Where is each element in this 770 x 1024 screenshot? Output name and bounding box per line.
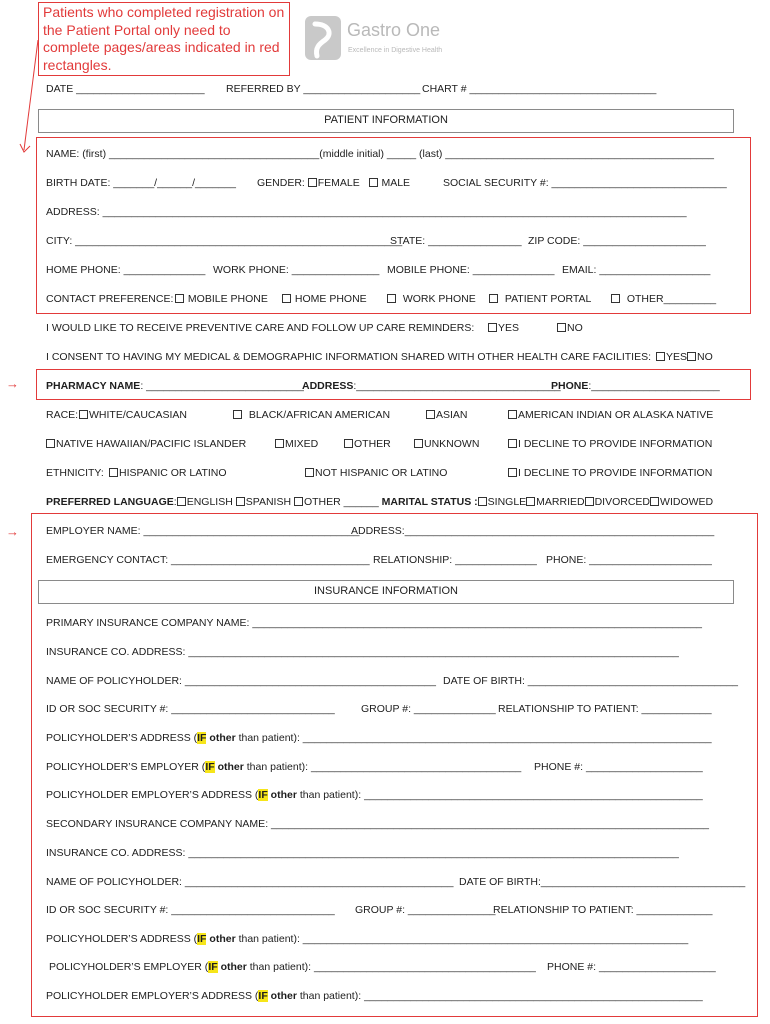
patient-info-header: [38, 109, 734, 133]
race-asian-checkbox[interactable]: [426, 410, 435, 419]
ethnicity-hispanic-checkbox[interactable]: [109, 468, 118, 477]
referred-by-field[interactable]: REFERRED BY ____________________: [226, 83, 421, 95]
mobile-phone-field[interactable]: MOBILE PHONE: ______________: [387, 264, 555, 276]
race-mixed-label: MIXED: [285, 438, 319, 450]
work-phone-field[interactable]: WORK PHONE: _______________: [213, 264, 380, 276]
marital-widowed-label: WIDOWED: [660, 496, 714, 508]
secondary-relationship-label: RELATIONSHIP TO PATIENT: [493, 904, 631, 916]
primary-address-field[interactable]: [46, 646, 679, 659]
primary-dob-blank[interactable]: : ____________________________________: [521, 675, 739, 687]
emergency-contact-field[interactable]: [46, 554, 370, 567]
race-decline-checkbox[interactable]: [508, 439, 517, 448]
male-label: MALE: [381, 177, 411, 189]
primary-address-blank[interactable]: : ____________________________________________________________________________________: [182, 646, 679, 658]
female-checkbox[interactable]: [308, 178, 317, 187]
primary-ph-phone-label: PHONE #: [534, 761, 581, 773]
pharmacy-phone-blank[interactable]: :______________________: [588, 380, 720, 392]
primary-company-label: PRIMARY INSURANCE COMPANY NAME: [46, 617, 247, 629]
secondary-company-field[interactable]: [46, 818, 709, 831]
consent-options[interactable]: [656, 351, 713, 364]
secondary-ph-address-blank[interactable]: ): __________________________________________________________________: [293, 933, 689, 945]
primary-id-blank[interactable]: : ____________________________: [165, 703, 335, 715]
primary-group-field[interactable]: [361, 703, 496, 716]
primary-id-label: ID OR SOC SECURITY #: [46, 703, 166, 715]
marital-single-label: SINGLE: [487, 496, 527, 508]
logo-tagline: Excellence in Digestive Health: [348, 47, 443, 54]
secondary-id-field[interactable]: [46, 904, 335, 917]
secondary-ph-employer-than: than patient: [249, 961, 305, 973]
marital-label: MARITAL STATUS :: [381, 496, 478, 508]
primary-dob-field[interactable]: [443, 675, 738, 688]
primary-ph-address-blank[interactable]: ): ______________________________________________________________________: [293, 732, 712, 744]
marital-married-label: MARRIED: [536, 496, 585, 508]
contact-mobile-label: MOBILE PHONE: [187, 293, 268, 305]
race-decline[interactable]: [508, 438, 712, 451]
secondary-relationship-field[interactable]: [493, 904, 712, 917]
secondary-ph-employer-label: POLICYHOLDER’S EMPLOYER: [49, 961, 202, 973]
zip-field[interactable]: ZIP CODE: _____________________: [528, 235, 706, 247]
secondary-phe-address-other: other: [270, 990, 297, 1002]
race-asian-label: ASIAN: [436, 409, 468, 421]
pharmacy-phone-label: PHONE: [551, 380, 589, 392]
race-mixed-checkbox[interactable]: [275, 439, 284, 448]
pharmacy-phone-field[interactable]: [551, 380, 720, 393]
secondary-company-label: SECONDARY INSURANCE COMPANY NAME: [46, 818, 266, 830]
birth-date-field[interactable]: _______/______/_______: [113, 177, 236, 189]
primary-ph-address-if: IF: [197, 732, 207, 744]
birth-date-label: BIRTH DATE:: [46, 177, 111, 189]
race-white[interactable]: [79, 409, 187, 422]
secondary-group-blank[interactable]: : _______________: [402, 904, 496, 916]
language-spanish-label: SPANISH: [245, 496, 292, 508]
secondary-phe-address-than: than patient: [299, 990, 355, 1002]
secondary-address-field[interactable]: [46, 847, 679, 860]
secondary-id-label: ID OR SOC SECURITY #: [46, 904, 166, 916]
contact-other-option[interactable]: [611, 293, 716, 306]
primary-phe-address-blank[interactable]: ): __________________________________________________________: [354, 789, 703, 801]
secondary-phe-address-label: POLICYHOLDER EMPLOYER’S ADDRESS: [46, 990, 252, 1002]
emergency-phone-label: PHONE: [546, 554, 584, 566]
chart-field[interactable]: CHART # ________________________________: [422, 83, 657, 95]
portal-note: Patients who completed registration on the Patient Portal only need to complete pages/areas indicated in red rectangles.: [38, 2, 290, 76]
contact-work-option[interactable]: [387, 293, 476, 306]
reminders-no-label: NO: [567, 322, 583, 334]
primary-ph-employer-field[interactable]: POLICYHOLDER’S EMPLOYER (IF other than patient): ____________________________________: [46, 761, 522, 773]
secondary-holder-label: NAME OF POLICYHOLDER: [46, 876, 180, 888]
pharmacy-name-field[interactable]: [46, 380, 304, 393]
secondary-id-blank[interactable]: : ____________________________: [165, 904, 335, 916]
secondary-ph-employer-if: IF: [208, 961, 218, 973]
marital-divorced-label: DIVORCED: [594, 496, 651, 508]
employer-name-label: EMPLOYER NAME: [46, 525, 138, 537]
ethnicity-decline[interactable]: [508, 467, 712, 480]
primary-group-blank[interactable]: : ______________: [408, 703, 496, 715]
primary-company-blank[interactable]: : _____________________________________________________________________________: [246, 617, 702, 629]
language-other-label: OTHER ______: [303, 496, 379, 508]
ssn-field[interactable]: SOCIAL SECURITY #: ______________________________: [443, 177, 727, 189]
secondary-ph-phone-field[interactable]: [547, 961, 716, 974]
race-black[interactable]: [233, 409, 390, 422]
language-english-label: ENGLISH: [186, 496, 233, 508]
employer-address-field[interactable]: [351, 525, 714, 538]
consent-yes-label: YES: [666, 351, 688, 363]
emergency-phone-field[interactable]: [546, 554, 712, 567]
race-unknown[interactable]: [414, 438, 479, 451]
primary-relationship-label: RELATIONSHIP TO PATIENT: [498, 703, 636, 715]
secondary-company-blank[interactable]: : ___________________________________________________________________________: [265, 818, 709, 830]
primary-phe-address-if: IF: [258, 789, 268, 801]
secondary-dob-label: DATE OF BIRTH: [459, 876, 538, 888]
race-hawaiian-checkbox[interactable]: [46, 439, 55, 448]
ethnicity-not-hispanic-checkbox[interactable]: [305, 468, 314, 477]
marital-single-checkbox[interactable]: [478, 497, 487, 506]
race-other-checkbox[interactable]: [344, 439, 353, 448]
city-field[interactable]: CITY: ________________________________________________________: [46, 235, 403, 247]
patient-info-title: PATIENT INFORMATION: [324, 114, 448, 126]
employer-arrow-icon: →: [6, 524, 19, 539]
ethnicity-label: ETHNICITY:: [46, 467, 104, 479]
emergency-contact-label: EMERGENCY CONTACT: [46, 554, 166, 566]
primary-ph-address-other: other: [209, 732, 236, 744]
contact-portal-option[interactable]: [489, 293, 591, 306]
pharmacy-arrow-icon: →: [6, 376, 19, 391]
secondary-holder-field[interactable]: [46, 876, 454, 889]
marital-divorced-checkbox[interactable]: [585, 497, 594, 506]
ethnicity-hispanic[interactable]: [109, 467, 227, 480]
secondary-ph-employer-blank[interactable]: ): ______________________________________: [304, 961, 536, 973]
secondary-phe-address-field[interactable]: POLICYHOLDER EMPLOYER’S ADDRESS (IF other than patient): __________________________________________________________: [46, 990, 703, 1002]
emergency-relationship-label: RELATIONSHIP: [373, 554, 450, 566]
consent-yes-checkbox[interactable]: [656, 352, 665, 361]
pharmacy-address-label: ADDRESS: [302, 380, 354, 392]
secondary-holder-blank[interactable]: : ______________________________________________: [179, 876, 454, 888]
secondary-phe-address-if: IF: [258, 990, 268, 1002]
race-hawaiian-label: NATIVE HAWAIIAN/PACIFIC ISLANDER: [56, 438, 247, 450]
contact-work-checkbox[interactable]: [387, 294, 396, 303]
email-field[interactable]: EMAIL: ___________________: [562, 264, 711, 276]
primary-ph-phone-blank[interactable]: : ____________________: [580, 761, 703, 773]
secondary-address-label: INSURANCE CO. ADDRESS: [46, 847, 183, 859]
primary-holder-label: NAME OF POLICYHOLDER: [46, 675, 180, 687]
race-american-indian-label: AMERICAN INDIAN OR ALASKA NATIVE: [518, 409, 714, 421]
primary-relationship-field[interactable]: [498, 703, 712, 716]
gender-row: [257, 177, 410, 190]
primary-company-field[interactable]: [46, 617, 702, 630]
primary-relationship-blank[interactable]: : ____________: [635, 703, 712, 715]
race-decline-label: I DECLINE TO PROVIDE INFORMATION: [518, 438, 713, 450]
primary-ph-address-than: than patient: [238, 732, 294, 744]
contact-portal-label: PATIENT PORTAL: [504, 293, 592, 305]
language-english-checkbox[interactable]: [177, 497, 186, 506]
pharmacy-name-blank[interactable]: : ___________________________: [140, 380, 304, 392]
secondary-ph-employer-field[interactable]: POLICYHOLDER’S EMPLOYER (IF other than patient): ______________________________________: [49, 961, 536, 973]
primary-group-label: GROUP #: [361, 703, 409, 715]
primary-dob-label: DATE OF BIRTH: [443, 675, 522, 687]
reminders-no-checkbox[interactable]: [557, 323, 566, 332]
contact-other-label: OTHER_________: [626, 293, 717, 305]
contact-home-option[interactable]: [282, 293, 367, 306]
date-field[interactable]: DATE ______________________: [46, 83, 205, 95]
contact-home-label: HOME PHONE: [294, 293, 367, 305]
name-fields[interactable]: (first) ____________________________________(middle initial) _____ (last) ______________________________________________: [82, 148, 714, 160]
secondary-relationship-blank[interactable]: : _____________: [630, 904, 713, 916]
secondary-dob-blank[interactable]: :___________________________________: [537, 876, 746, 888]
male-checkbox[interactable]: [369, 178, 378, 187]
secondary-group-label: GROUP #: [355, 904, 403, 916]
contact-portal-checkbox[interactable]: [489, 294, 498, 303]
note-arrow: [18, 40, 38, 155]
race-hawaiian[interactable]: [46, 438, 246, 451]
insurance-info-title: INSURANCE INFORMATION: [313, 585, 459, 597]
contact-mobile-checkbox[interactable]: [175, 294, 184, 303]
secondary-ph-address-label: POLICYHOLDER’S ADDRESS: [46, 933, 191, 945]
pharmacy-address-blank[interactable]: :___________________________________: [353, 380, 561, 392]
ethnicity-not-hispanic-label: NOT HISPANIC OR LATINO: [315, 467, 448, 479]
race-unknown-label: UNKNOWN: [424, 438, 480, 450]
logo-name: Gastro One: [347, 20, 441, 40]
primary-ph-employer-other: other: [217, 761, 244, 773]
reminders-text: I WOULD LIKE TO RECEIVE PREVENTIVE CARE AND FOLLOW UP CARE REMINDERS:: [46, 322, 475, 334]
race-other[interactable]: [344, 438, 391, 451]
secondary-ph-address-field[interactable]: POLICYHOLDER’S ADDRESS (IF other than patient): __________________________________________________________________: [46, 933, 689, 945]
secondary-ph-phone-label: PHONE #: [547, 961, 594, 973]
contact-mobile-option[interactable]: [175, 293, 268, 306]
secondary-ph-address-if: IF: [197, 933, 207, 945]
primary-ph-address-label: POLICYHOLDER’S ADDRESS: [46, 732, 191, 744]
home-phone-field[interactable]: HOME PHONE: ______________: [46, 264, 206, 276]
primary-address-label: INSURANCE CO. ADDRESS: [46, 646, 183, 658]
secondary-phe-address-blank[interactable]: ): __________________________________________________________: [354, 990, 703, 1002]
gender-label: GENDER:: [257, 177, 305, 189]
reminders-no[interactable]: [557, 322, 583, 335]
female-label: FEMALE: [317, 177, 360, 189]
consent-no-checkbox[interactable]: [687, 352, 696, 361]
employer-address-blank[interactable]: _____________________________________________________: [404, 525, 715, 537]
race-american-indian[interactable]: [508, 409, 713, 422]
contact-home-checkbox[interactable]: [282, 294, 291, 303]
primary-ph-employer-if: IF: [205, 761, 215, 773]
employer-name-field[interactable]: [46, 525, 360, 538]
employer-name-blank[interactable]: : _____________________________________: [137, 525, 360, 537]
primary-ph-employer-blank[interactable]: ): ____________________________________: [301, 761, 522, 773]
primary-phe-address-label: POLICYHOLDER EMPLOYER’S ADDRESS: [46, 789, 252, 801]
name-row[interactable]: [46, 148, 714, 161]
address-row[interactable]: [46, 206, 687, 219]
patient-red-box: [36, 137, 751, 314]
consent-no-label: NO: [697, 351, 713, 363]
address-label: ADDRESS:: [46, 206, 100, 218]
secondary-ph-address-other: other: [209, 933, 236, 945]
birth-date-row[interactable]: [46, 177, 236, 190]
race-mixed[interactable]: [275, 438, 318, 451]
logo-mark-icon: [305, 16, 341, 60]
primary-ph-employer-than: than patient: [246, 761, 302, 773]
primary-ph-employer-label: POLICYHOLDER’S EMPLOYER: [46, 761, 199, 773]
ethnicity-decline-checkbox[interactable]: [508, 468, 517, 477]
language-label: PREFERRED LANGUAGE: [46, 496, 174, 508]
marital-widowed-checkbox[interactable]: [650, 497, 659, 506]
primary-phe-address-field[interactable]: POLICYHOLDER EMPLOYER’S ADDRESS (IF other than patient): __________________________________________________________: [46, 789, 703, 801]
state-field[interactable]: STATE: ________________: [390, 235, 522, 247]
primary-holder-blank[interactable]: : ___________________________________________: [179, 675, 436, 687]
primary-holder-field[interactable]: [46, 675, 436, 688]
reminders-yes-label: YES: [498, 322, 520, 334]
consent-text: I CONSENT TO HAVING MY MEDICAL & DEMOGRAPHIC INFORMATION SHARED WITH OTHER HEALTH CARE FACILITIES:: [46, 351, 651, 363]
primary-ph-phone-field[interactable]: [534, 761, 703, 774]
ethnicity-hispanic-label: HISPANIC OR LATINO: [119, 467, 227, 479]
primary-phe-address-other: other: [270, 789, 297, 801]
reminders-yes[interactable]: [488, 322, 519, 335]
emergency-phone-blank[interactable]: : _____________________: [583, 554, 712, 566]
contact-work-label: WORK PHONE: [402, 293, 476, 305]
race-other-label: OTHER: [354, 438, 391, 450]
race-american-indian-checkbox[interactable]: [508, 410, 517, 419]
primary-phe-address-than: than patient: [299, 789, 355, 801]
secondary-ph-phone-blank[interactable]: : ____________________: [593, 961, 716, 973]
race-label: RACE:: [46, 409, 79, 421]
logo: [305, 16, 465, 64]
reminders-yes-checkbox[interactable]: [488, 323, 497, 332]
race-black-label: BLACK/AFRICAN AMERICAN: [248, 409, 391, 421]
ethnicity-decline-label: I DECLINE TO PROVIDE INFORMATION: [518, 467, 713, 479]
secondary-ph-address-than: than patient: [238, 933, 294, 945]
language-row: PREFERRED LANGUAGE: ENGLISH SPANISH OTHER ______ MARITAL STATUS : SINGLE MARRIED DIVORCED WIDOWED: [46, 496, 714, 508]
race-unknown-checkbox[interactable]: [414, 439, 423, 448]
language-spanish-checkbox[interactable]: [236, 497, 245, 506]
pharmacy-address-field[interactable]: [302, 380, 561, 393]
secondary-group-field[interactable]: [355, 904, 496, 917]
pharmacy-name-label: PHARMACY NAME: [46, 380, 141, 392]
race-black-checkbox[interactable]: [233, 410, 242, 419]
race-asian[interactable]: [426, 409, 468, 422]
secondary-address-blank[interactable]: : ____________________________________________________________________________________: [182, 847, 679, 859]
race-white-label: WHITE/CAUCASIAN: [89, 409, 188, 421]
secondary-ph-employer-other: other: [220, 961, 247, 973]
primary-ph-address-field[interactable]: POLICYHOLDER’S ADDRESS (IF other than patient): ______________________________________________________________________: [46, 732, 712, 744]
contact-other-checkbox[interactable]: [611, 294, 620, 303]
emergency-relationship-field[interactable]: [373, 554, 537, 567]
emergency-relationship-blank[interactable]: : ______________: [449, 554, 537, 566]
emergency-contact-blank[interactable]: : __________________________________: [165, 554, 370, 566]
contact-pref-label: CONTACT PREFERENCE:: [46, 293, 174, 305]
primary-id-field[interactable]: [46, 703, 335, 716]
name-label: NAME:: [46, 148, 80, 160]
language-other-checkbox[interactable]: [294, 497, 303, 506]
marital-married-checkbox[interactable]: [526, 497, 535, 506]
employer-address-label: ADDRESS:: [351, 525, 405, 537]
race-white-checkbox[interactable]: [79, 410, 88, 419]
secondary-dob-field[interactable]: [459, 876, 745, 889]
address-field[interactable]: ____________________________________________________________________________________________________: [102, 206, 687, 218]
insurance-info-header: [38, 580, 734, 604]
ethnicity-not-hispanic[interactable]: [305, 467, 447, 480]
